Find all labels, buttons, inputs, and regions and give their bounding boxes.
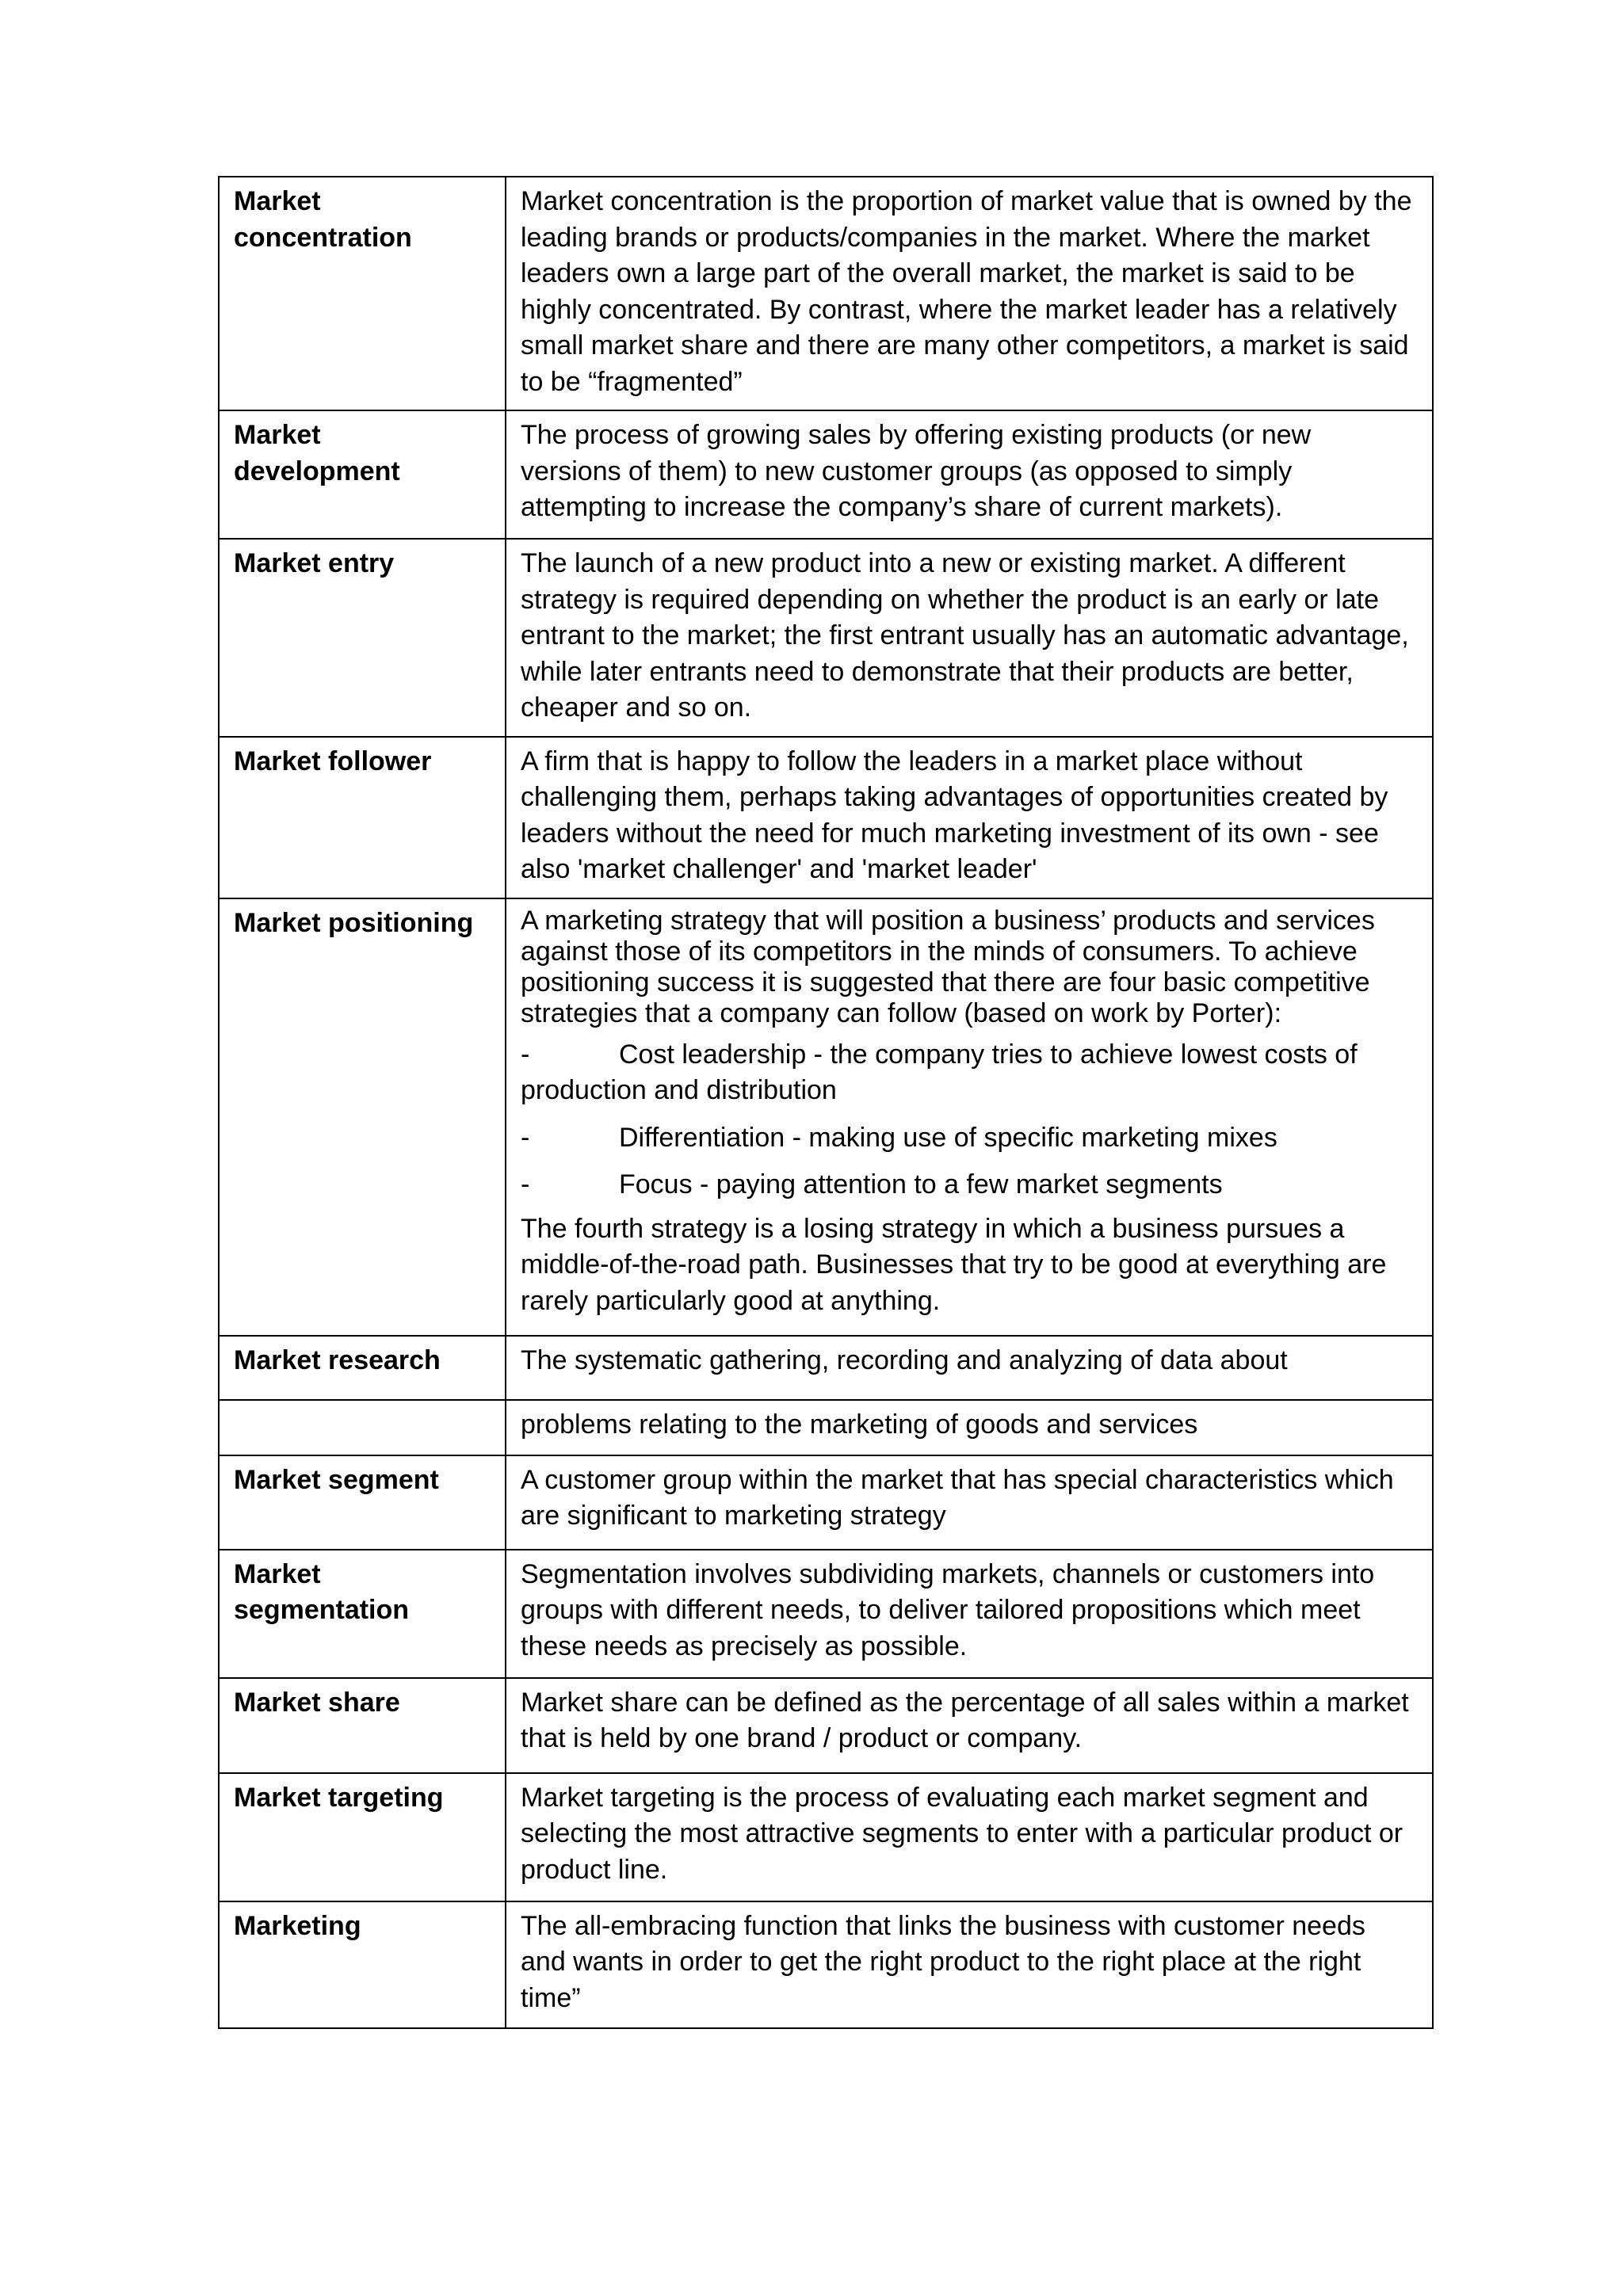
term-cell: Marketing	[219, 1901, 506, 2028]
term-cell: Market concentration	[219, 177, 506, 410]
definition-cell: Market share can be defined as the percentage of all sales within a market that is held by one brand / product or company.	[506, 1678, 1433, 1773]
term-cell: Market positioning	[219, 898, 506, 1336]
bullet-text: Focus - paying attention to a few market segments	[619, 1169, 1223, 1199]
term-cell: Market segment	[219, 1455, 506, 1550]
bullet-item	[521, 1120, 1418, 1157]
definition-cell: The systematic gathering, recording and analyzing of data about	[506, 1336, 1433, 1400]
table-row	[219, 410, 1433, 539]
definition-cell: A firm that is happy to follow the leaders in a market place without challenging them, perhaps taking advantages of opportunities created by leaders without the need for much marketing investment of its own - see also 'market challenger' and 'market leader'	[506, 737, 1433, 898]
term-cell: Market segmentation	[219, 1550, 506, 1678]
bullet-item	[521, 1037, 1418, 1109]
term-cell: Market targeting	[219, 1773, 506, 1901]
bullet-text: Cost leadership - the company tries to achieve lowest costs of production and distribution	[521, 1039, 1358, 1105]
table-row	[219, 1773, 1433, 1901]
table-row	[219, 539, 1433, 737]
glossary-table	[218, 176, 1434, 2029]
positioning-intro: A marketing strategy that will position a business’ products and services against those of its competitors in the minds of consumers. To achieve positioning success it is suggested that there are four basic competitive strategies that a company can follow (based on work by Porter):	[521, 905, 1375, 1028]
table-row	[219, 1455, 1433, 1550]
table-row	[219, 737, 1433, 898]
definition-cell: Market concentration is the proportion of market value that is owned by the leading brands or products/companies in the market. Where the market leaders own a large part of the overall market, the market is said to be highly concentrated. By contrast, where the market leader has a relatively small market share and there are many other competitors, a market is said to be “fragmented”	[506, 177, 1433, 410]
definition-cell: The process of growing sales by offering existing products (or new versions of them) to new customer groups (as opposed to simply attempting to increase the company’s share of current markets).	[506, 410, 1433, 539]
table-row	[219, 898, 1433, 1336]
bullet-text: Differentiation - making use of specific marketing mixes	[619, 1122, 1277, 1153]
table-row	[219, 1550, 1433, 1678]
term-cell: Market share	[219, 1678, 506, 1773]
term-cell	[219, 1400, 506, 1455]
definition-cell: The launch of a new product into a new or existing market. A different strategy is required depending on whether the product is an early or late entrant to the market; the first entrant usually has an automatic advantage, while later entrants need to demonstrate that their products are better, cheaper and so on.	[506, 539, 1433, 737]
positioning-outro: The fourth strategy is a losing strategy in which a business pursues a middle-of-the-road path. Businesses that try to be good at everything are rarely particularly good at anything.	[521, 1213, 1387, 1316]
table-row	[219, 1678, 1433, 1773]
term-cell: Market research	[219, 1336, 506, 1400]
term-cell: Market entry	[219, 539, 506, 737]
bullet-dash: -	[521, 1122, 530, 1153]
term-cell: Market development	[219, 410, 506, 539]
definition-cell: Segmentation involves subdividing markets, channels or customers into groups with different needs, to deliver tailored propositions which meet these needs as precisely as possible.	[506, 1550, 1433, 1678]
term-cell: Market follower	[219, 737, 506, 898]
table-row	[219, 1400, 1433, 1455]
table-row	[219, 1901, 1433, 2028]
table-row	[219, 1336, 1433, 1400]
bullet-item	[521, 1167, 1418, 1203]
definition-cell: The all-embracing function that links the business with customer needs and wants in order to get the right product to the right place at the right time”	[506, 1901, 1433, 2028]
table-row	[219, 177, 1433, 410]
definition-cell: problems relating to the marketing of goods and services	[506, 1400, 1433, 1455]
bullet-dash: -	[521, 1039, 530, 1070]
definition-cell: Market targeting is the process of evaluating each market segment and selecting the most attractive segments to enter with a particular product or product line.	[506, 1773, 1433, 1901]
bullet-dash: -	[521, 1169, 530, 1199]
definition-cell	[506, 898, 1433, 1336]
definition-cell: A customer group within the market that has special characteristics which are significant to marketing strategy	[506, 1455, 1433, 1550]
